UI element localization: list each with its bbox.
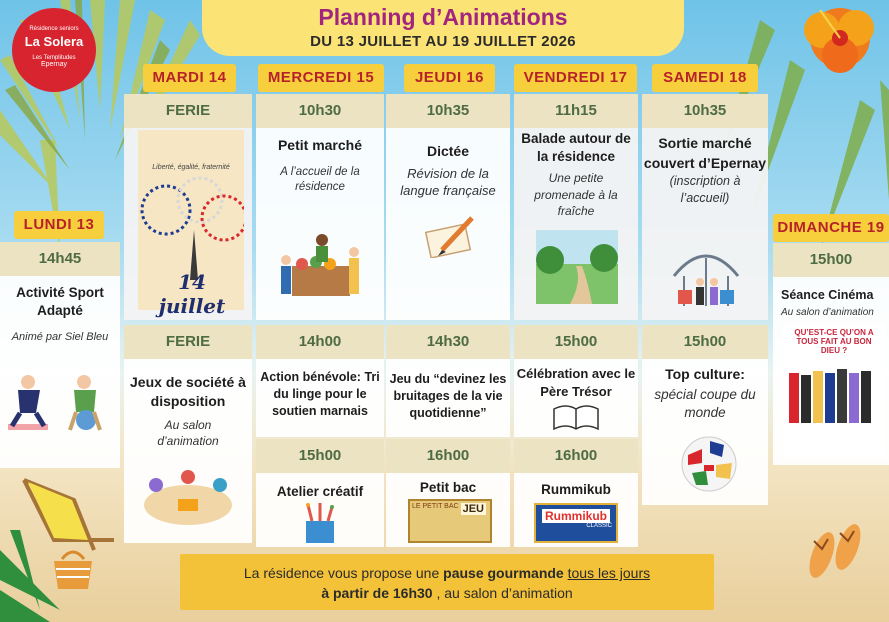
time-vendredi-3: 16h00 [514,439,638,473]
craft-supplies-icon [298,503,342,545]
day-mardi: MARDI 14 [143,64,236,92]
event-dimanche-cinema [773,277,889,465]
covered-market-illustration [670,236,742,310]
poster-motto: Liberté, égalité, fraternité [152,164,230,171]
beach-bag-illustration [50,545,96,591]
day-lundi: LUNDI 13 [14,211,104,239]
logo-name: La Solera [24,34,84,49]
time-jeudi-1: 10h35 [386,94,510,128]
time-mardi-1: FERIE [124,94,252,128]
event-vendredi-walk [514,128,638,320]
cinema-poster-title: QU’EST-CE QU’ON A TOUS FAIT AU BON DIEU ? [794,328,874,355]
event-description: Animé par Siel Bleu [11,331,109,344]
logo-line1: Résidence seniors [29,26,79,32]
header [202,0,684,56]
event-title: Rummikub [541,482,611,497]
page-subtitle: DU 13 JUILLET AU 19 JUILLET 2026 [310,33,576,50]
petit-bac-game-label: LE PETIT BAC [412,503,459,510]
event-title: Activité Sport Adapté [16,285,104,319]
time-samedi-2: 15h00 [642,325,768,359]
time-mercredi-1: 10h30 [256,94,384,128]
event-title: Atelier créatif [276,484,364,499]
cinema-cast-illustration [789,363,879,423]
day-mercredi: MERCREDI 15 [258,64,384,92]
event-title: Balade autour de la résidence [521,131,631,165]
event-jeudi-dictation [386,128,510,320]
event-mardi-holiday [124,128,252,320]
time-mercredi-2: 14h00 [256,325,384,359]
event-mardi-games [124,359,252,543]
event-description: Révision de la langue française [400,165,496,199]
board-games-illustration [138,467,238,531]
time-vendredi-1: 11h15 [514,94,638,128]
park-path-illustration [536,230,618,304]
event-title: Dictée [426,143,470,159]
logo-line3: Les Templitudes [32,55,76,61]
day-dimanche: DIMANCHE 19 [773,214,889,242]
time-mercredi-3: 15h00 [256,439,384,473]
petit-bac-board [408,499,492,543]
cinema-poster [783,323,885,457]
event-mercredi-market [256,128,384,320]
event-description: Au salon d’animation [157,417,219,448]
event-mercredi-craft [256,473,384,547]
banner-text1: La résidence vous propose une [243,565,444,581]
event-title: Séance Cinéma [781,288,874,302]
banner-bold2: à partir de 16h30 [321,584,437,601]
event-mercredi-volunteer [256,359,384,437]
banner-line2 [180,584,714,604]
logo-city: Epernay [40,61,68,68]
event-description: A l’accueil de la résidence [280,165,360,194]
hibiscus-flower [790,0,889,90]
day-jeudi: JEUDI 16 [404,64,495,92]
event-description: Une petite promenade à la fraîche [534,171,618,218]
event-title: Jeu du “devinez les bruitages de la vie quotidienne” [389,372,507,420]
event-description: spécial coupe du monde [654,386,756,421]
event-description: Au salon d’animation [781,306,874,318]
event-title: Top culture: [665,366,745,382]
banner-text3: , au salon d’animation [436,584,573,601]
time-vendredi-2: 15h00 [514,325,638,359]
page-title: Planning d’Animations [318,4,568,30]
flip-flops-illustration [800,515,870,585]
writing-pen-icon [424,214,478,258]
day-vendredi: VENDREDI 17 [514,64,637,92]
time-jeudi-2: 14h30 [386,325,510,359]
petit-bac-game-text: JEU [462,503,484,515]
event-title: Action bénévole: Tri du linge pour le soutien marnais [260,370,380,418]
event-samedi-culture [642,359,768,505]
event-jeudi-petit-bac [386,473,510,547]
residence-logo [12,8,96,92]
event-description: (inscription à l’accueil) [669,174,741,206]
banner-line1 [180,564,714,584]
event-vendredi-rummikub [514,473,638,547]
rummikub-box [534,503,618,543]
market-stall-illustration [278,226,364,310]
time-dimanche: 15h00 [773,243,889,277]
world-cup-ball-icon [680,435,738,493]
event-title: Célébration avec le Père Trésor [516,366,636,399]
time-mardi-2: FERIE [124,325,252,359]
time-lundi: 14h45 [0,242,120,276]
time-jeudi-3: 16h00 [386,439,510,473]
event-title: Jeux de société à disposition [130,374,246,409]
banner-underline: tous les jours [567,565,651,581]
event-samedi-market [642,128,768,320]
rummikub-edition: CLASSIC [586,523,612,529]
exercise-illustration [6,368,114,436]
event-jeudi-sounds [386,359,510,437]
day-samedi: SAMEDI 18 [652,64,758,92]
event-title: Petit bac [419,480,477,495]
event-vendredi-celebration [514,359,638,437]
banner-bold1: pause gourmande [443,565,564,581]
rummikub-brand: Rummikub [542,509,610,523]
snack-banner [180,554,714,610]
poster-title: 14 juillet [158,270,226,318]
time-samedi-1: 10h35 [642,94,768,128]
event-lundi-sport [0,276,120,468]
event-title: Sortie marché couvert d’Epernay [643,135,767,171]
event-title: Petit marché [277,137,363,153]
open-book-icon [552,403,600,431]
